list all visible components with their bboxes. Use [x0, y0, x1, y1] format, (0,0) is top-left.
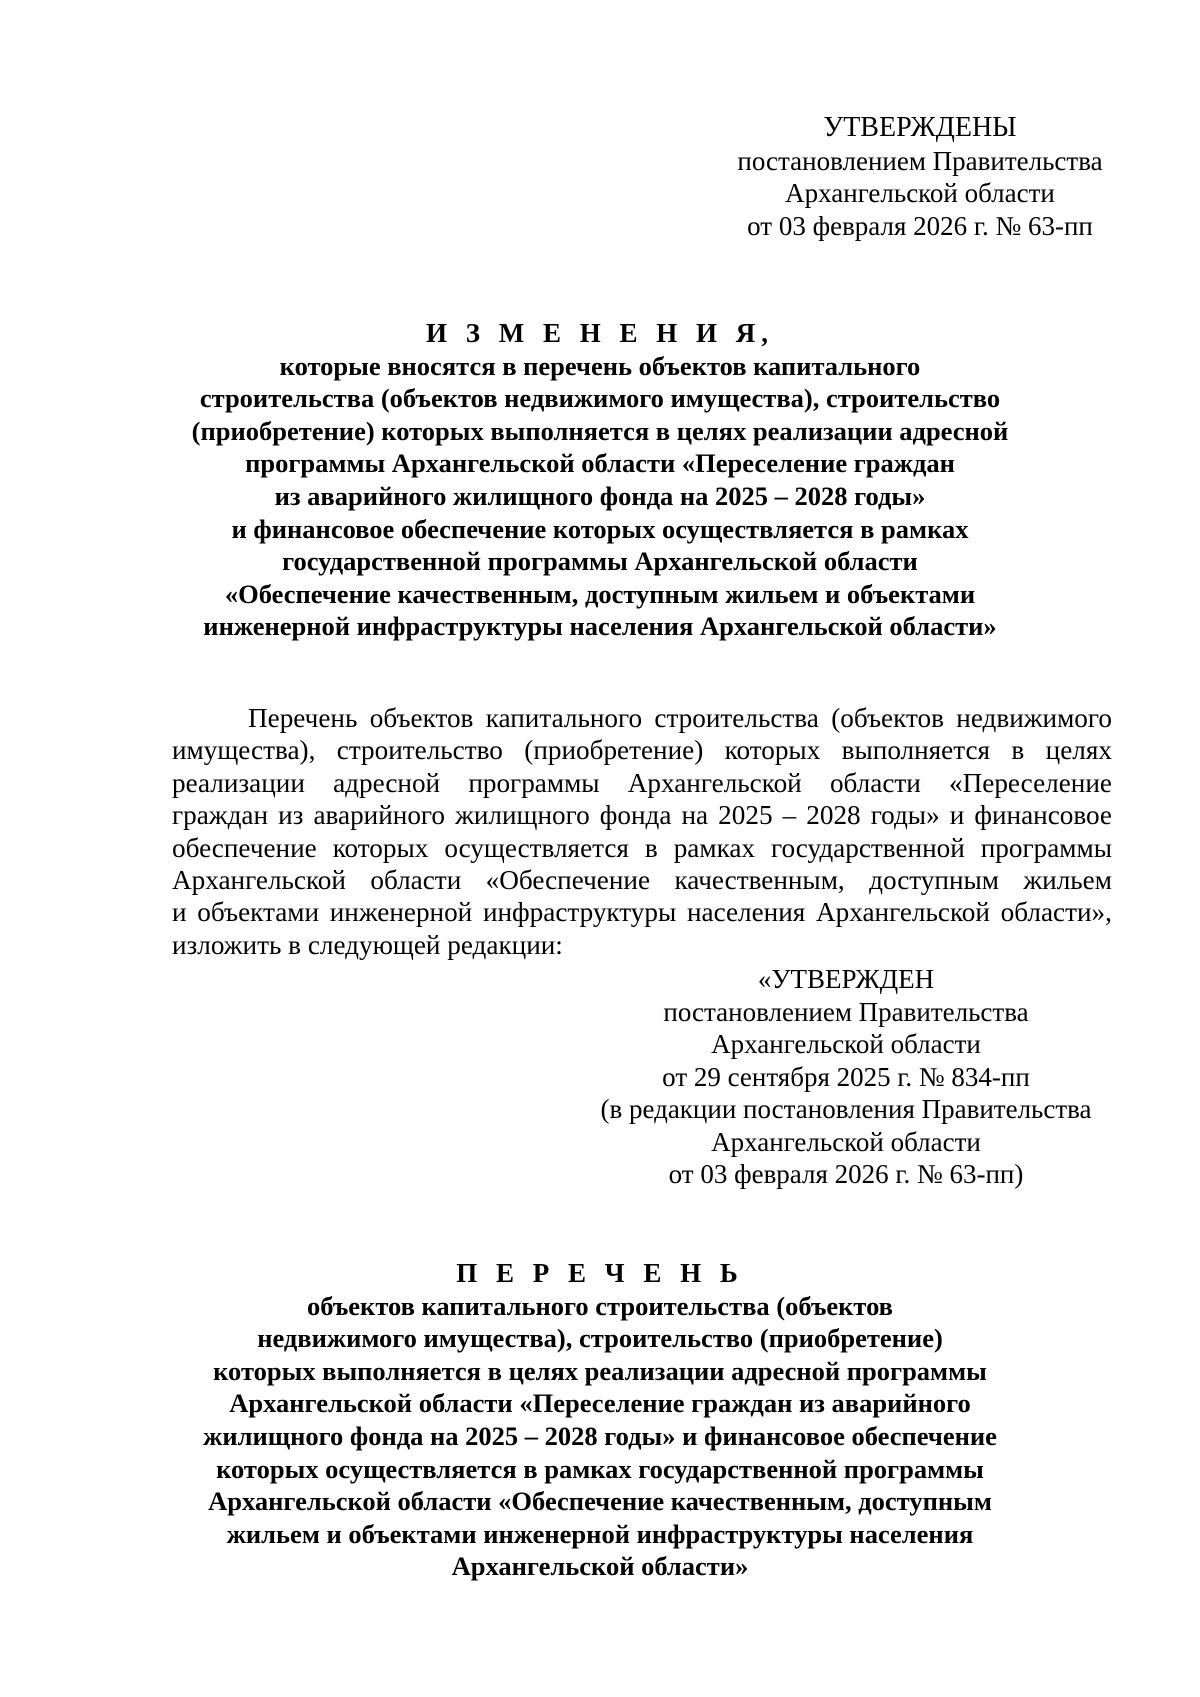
changes-heading-title: И З М Е Н Е Н И Я, [425, 318, 774, 348]
list-heading-line: которых осуществляется в рамках государственной программы [216, 1453, 984, 1484]
body-word: «Обеспечение [485, 865, 651, 896]
list-heading-line: Архангельской области «Переселение граждан из аварийного [229, 1388, 971, 1419]
changes-heading-line: государственной программы Архангельской области [282, 546, 918, 577]
body-word: на [681, 800, 709, 831]
body-word: и [949, 800, 965, 831]
edition-stamp-title: «УТВЕРЖДЕН [757, 964, 935, 994]
body-word: которых [332, 832, 429, 863]
body-word: имущества), [172, 735, 316, 766]
body-word: финансовое [974, 800, 1112, 831]
body-line [172, 832, 1112, 864]
body-word: выполняется [841, 735, 991, 766]
body-word: жилищного [455, 800, 590, 831]
body-line [172, 896, 1112, 928]
body-word: осуществляется [444, 832, 629, 863]
edition-stamp-line: постановлением Правительства [663, 996, 1029, 1027]
edition-stamp-date: от 29 сентября 2025 г. № 834-пп [662, 1061, 1030, 1092]
changes-heading-line: строительства (объектов недвижимого имущества), строительство [199, 383, 1001, 414]
approval-stamp-title: УТВЕРЖДЕНЫ [823, 112, 1017, 143]
body-word: объектов [369, 703, 474, 733]
list-heading-line: недвижимого имущества), строительство (приобретение) [257, 1323, 943, 1354]
body-word: граждан [172, 800, 269, 831]
body-line: изложить в следующей редакции: [172, 929, 563, 960]
body-word: программы [980, 832, 1112, 863]
changes-heading-line: которые вносятся в перечень объектов капитального [279, 350, 921, 381]
body-line [172, 864, 1112, 896]
list-heading-line: жилищного фонда на 2025 – 2028 годы» и финансовое обеспечение [203, 1420, 997, 1451]
list-heading-line: Архангельской области «Обеспечение качественным, доступным [208, 1486, 992, 1517]
body-word: капитального [485, 703, 643, 733]
list-heading-line: которых выполняется в целях реализации адресной программы [213, 1355, 987, 1386]
changes-heading-line: программы Архангельской области «Переселение граждан [245, 448, 955, 479]
body-word: и [172, 897, 187, 928]
edition-stamp-line: (в редакции постановления Правительства [600, 1094, 1092, 1124]
changes-heading-line: инженерной инфраструктуры населения Архангельской области» [203, 611, 997, 642]
body-word: недвижимого [956, 703, 1112, 733]
list-heading-line: жильем и объектами инженерной инфраструктуры населения [226, 1518, 974, 1549]
list-heading-line: Архангельской области» [451, 1551, 749, 1582]
body-line [172, 702, 1112, 734]
approval-stamp-line: Архангельской области [785, 178, 1055, 208]
body-word: годы» [870, 800, 940, 831]
body-paragraph [172, 702, 1112, 961]
body-word: жильем [1023, 865, 1112, 896]
body-word: инфраструктуры [482, 897, 677, 928]
body-word: доступным [869, 865, 999, 896]
body-word: 2028 [806, 800, 861, 831]
body-word: инженерной [329, 897, 473, 928]
body-word: которых [724, 735, 821, 766]
changes-heading-line: «Обеспечение качественным, доступным жильем и объектами [224, 578, 976, 609]
body-word: реализации [172, 767, 305, 798]
body-word: области [370, 865, 462, 896]
changes-heading [150, 317, 1050, 643]
body-word: аварийного [313, 800, 445, 831]
body-word: (приобретение) [524, 735, 704, 766]
body-word: области [829, 767, 921, 798]
approval-stamp-line: постановлением Правительства [737, 145, 1103, 176]
body-word: целях [1045, 735, 1112, 766]
body-word: программы [468, 767, 600, 798]
body-word: области», [1000, 897, 1112, 928]
edition-stamp [586, 963, 1106, 1191]
changes-heading-line: из аварийного жилищного фонда на 2025 – 2028 годы» [274, 480, 926, 511]
list-heading-line: объектов капитального строительства (объектов [307, 1290, 893, 1321]
body-word: обеспечение [172, 832, 317, 863]
body-word: Архангельской [172, 865, 346, 896]
body-word: Архангельской [815, 897, 990, 928]
body-word: из [278, 800, 304, 831]
body-word: качественным, [674, 865, 845, 896]
approval-stamp-date: от 03 февраля 2026 г. № 63-пп [747, 210, 1093, 241]
body-line [172, 799, 1112, 831]
body-word: – [782, 800, 797, 831]
body-line [172, 734, 1112, 766]
body-word: населения [686, 897, 806, 928]
list-heading-title: П Е Р Е Ч Е Н Ь [456, 1258, 744, 1288]
body-word: 2025 [718, 800, 773, 831]
body-word: в [644, 832, 658, 863]
body-word: адресной [333, 767, 441, 798]
changes-heading-line: и финансовое обеспечение которых осуществляется в рамках [231, 513, 969, 544]
body-word: Перечень [248, 703, 358, 733]
list-heading [150, 1257, 1050, 1583]
body-line [172, 767, 1112, 799]
body-word: Архангельской [627, 767, 802, 798]
body-word: строительство [336, 735, 503, 766]
edition-stamp-date: от 03 февраля 2026 г. № 63-пп) [668, 1159, 1024, 1189]
body-word: объектами [197, 897, 320, 928]
body-word: в [1011, 735, 1025, 766]
body-word: фонда [599, 800, 672, 831]
changes-heading-line: (приобретение) которых выполняется в целях реализации адресной [191, 415, 1009, 446]
approval-stamp [720, 112, 1120, 242]
body-word: государственной [771, 832, 965, 863]
body-word: строительства [654, 703, 819, 733]
body-word: (объектов [831, 703, 944, 733]
edition-stamp-line: Архангельской области [711, 1126, 981, 1157]
body-word: «Переселение [949, 767, 1112, 798]
edition-stamp-line: Архангельской области [711, 1029, 981, 1059]
body-word: рамках [673, 832, 756, 863]
